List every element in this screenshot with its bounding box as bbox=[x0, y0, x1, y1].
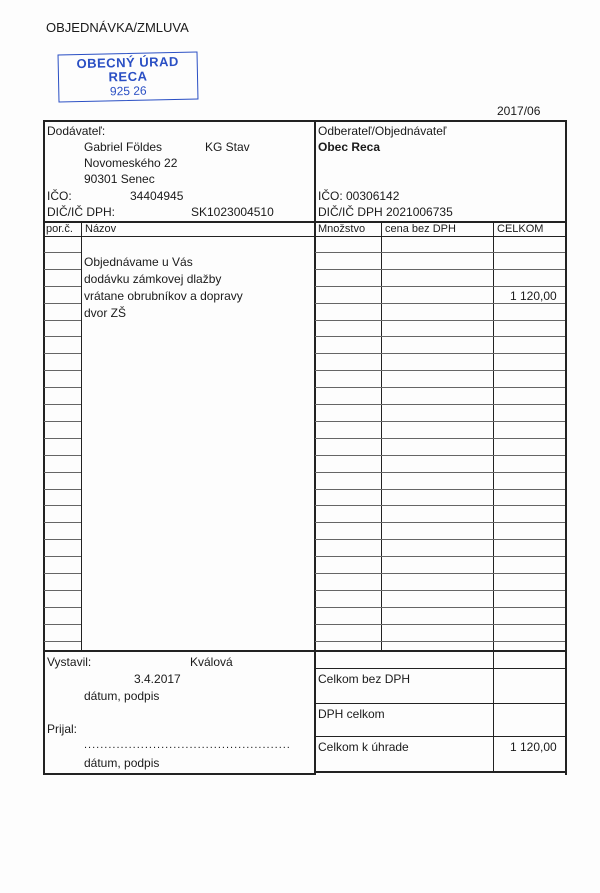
header-price: cena bez DPH bbox=[385, 223, 456, 235]
vat-total-label: DPH celkom bbox=[318, 707, 385, 721]
frame-right bbox=[565, 120, 567, 775]
frame-top bbox=[43, 120, 567, 122]
row-rule bbox=[315, 539, 565, 540]
row-rule bbox=[315, 320, 565, 321]
frame-middle bbox=[314, 120, 316, 775]
row-rule bbox=[44, 438, 81, 439]
customer-dic: DIČ/IČ DPH 2021006735 bbox=[318, 205, 453, 219]
row-rule bbox=[44, 404, 81, 405]
customer-name: Obec Reca bbox=[318, 140, 381, 154]
received-label: Prijal: bbox=[47, 722, 78, 736]
row-rule bbox=[315, 286, 565, 287]
row-rule bbox=[315, 455, 565, 456]
item-total-value: 1 120,00 bbox=[510, 289, 557, 303]
row-rule bbox=[44, 269, 81, 270]
row-rule bbox=[44, 252, 81, 253]
totals-line-1 bbox=[314, 668, 567, 669]
header-quantity: Množstvo bbox=[318, 223, 366, 235]
row-rule bbox=[44, 387, 81, 388]
row-rule bbox=[44, 472, 81, 473]
supplier-dic: SK1023004510 bbox=[191, 205, 274, 219]
row-rule bbox=[44, 455, 81, 456]
row-rule bbox=[44, 624, 81, 625]
date-sign-label-2: dátum, podpis bbox=[84, 756, 160, 770]
supplier-city: 90301 Senec bbox=[84, 172, 155, 186]
total-without-vat-label: Celkom bez DPH bbox=[318, 672, 411, 686]
totals-line-4 bbox=[314, 771, 567, 773]
table-bottom-line bbox=[43, 650, 567, 652]
footer-left-bottom bbox=[43, 773, 315, 775]
signature-dots: ................................................... bbox=[84, 739, 291, 751]
row-rule bbox=[315, 387, 565, 388]
row-rule bbox=[315, 421, 565, 422]
stamp-line-3: 925 26 bbox=[109, 83, 147, 99]
row-rule bbox=[44, 353, 81, 354]
issued-date: 3.4.2017 bbox=[134, 672, 181, 686]
row-rule bbox=[315, 624, 565, 625]
row-rule bbox=[44, 320, 81, 321]
row-rule bbox=[44, 286, 81, 287]
row-rule bbox=[44, 336, 81, 337]
header-number: por.č. bbox=[46, 223, 73, 235]
item-description-line-1: Objednávame u Vás bbox=[84, 255, 193, 269]
row-rule bbox=[44, 590, 81, 591]
totals-line-2 bbox=[314, 703, 567, 704]
row-rule bbox=[44, 421, 81, 422]
row-rule bbox=[315, 472, 565, 473]
row-rule bbox=[315, 438, 565, 439]
item-description-line-4: dvor ZŠ bbox=[84, 306, 127, 320]
row-rule bbox=[315, 590, 565, 591]
document-period: 2017/06 bbox=[497, 104, 541, 118]
customer-ico: IČO: 00306142 bbox=[318, 189, 400, 203]
supplier-company: KG Stav bbox=[205, 140, 250, 154]
issued-label: Vystavil: bbox=[47, 655, 92, 669]
supplier-label: Dodávateľ: bbox=[47, 124, 106, 138]
date-sign-label-1: dátum, podpis bbox=[84, 689, 160, 703]
row-rule bbox=[315, 370, 565, 371]
frame-left bbox=[43, 120, 45, 775]
item-description-line-3: vrátane obrubníkov a dopravy bbox=[84, 289, 243, 303]
totals-col-sep bbox=[493, 650, 494, 773]
stamp-line-2: RECA bbox=[108, 68, 148, 85]
row-rule bbox=[315, 303, 565, 304]
row-rule bbox=[315, 269, 565, 270]
supplier-ico-label: IČO: bbox=[47, 189, 72, 203]
row-rule bbox=[315, 336, 565, 337]
supplier-dic-label: DIČ/IČ DPH: bbox=[47, 205, 116, 219]
row-rule bbox=[44, 573, 81, 574]
row-rule bbox=[44, 641, 81, 642]
row-rule bbox=[44, 539, 81, 540]
row-rule bbox=[315, 353, 565, 354]
header-name: Názov bbox=[85, 223, 117, 235]
row-rule bbox=[315, 556, 565, 557]
row-rule bbox=[44, 505, 81, 506]
row-rule bbox=[44, 489, 81, 490]
row-rule bbox=[44, 607, 81, 608]
supplier-ico: 34404945 bbox=[130, 189, 184, 203]
row-rule bbox=[44, 556, 81, 557]
column-header-line bbox=[43, 236, 567, 237]
header-total: CELKOM bbox=[497, 223, 544, 235]
supplier-name: Gabriel Földes bbox=[84, 140, 163, 154]
row-rule bbox=[315, 641, 565, 642]
row-rule bbox=[315, 489, 565, 490]
row-rule bbox=[44, 370, 81, 371]
row-rule bbox=[315, 505, 565, 506]
row-rule bbox=[315, 404, 565, 405]
total-to-pay-value: 1 120,00 bbox=[510, 740, 557, 754]
row-rule bbox=[315, 607, 565, 608]
header-bottom-line bbox=[43, 221, 567, 223]
totals-line-3 bbox=[314, 736, 567, 737]
row-rule bbox=[44, 303, 81, 304]
row-rule bbox=[315, 522, 565, 523]
row-rule bbox=[315, 573, 565, 574]
col-sep-1 bbox=[81, 221, 82, 651]
total-to-pay-label: Celkom k úhrade bbox=[318, 740, 409, 754]
issued-name: Kválová bbox=[190, 655, 233, 669]
customer-label: Odberateľ/Objednávateľ bbox=[318, 124, 447, 138]
row-rule bbox=[315, 252, 565, 253]
office-stamp bbox=[58, 52, 199, 103]
stamp-line-1: OBECNÝ ÚRAD bbox=[76, 53, 179, 72]
row-rule bbox=[44, 522, 81, 523]
item-description-line-2: dodávku zámkovej dlažby bbox=[84, 272, 222, 286]
document-title: OBJEDNÁVKA/ZMLUVA bbox=[46, 20, 189, 35]
supplier-street: Novomeského 22 bbox=[84, 156, 178, 170]
